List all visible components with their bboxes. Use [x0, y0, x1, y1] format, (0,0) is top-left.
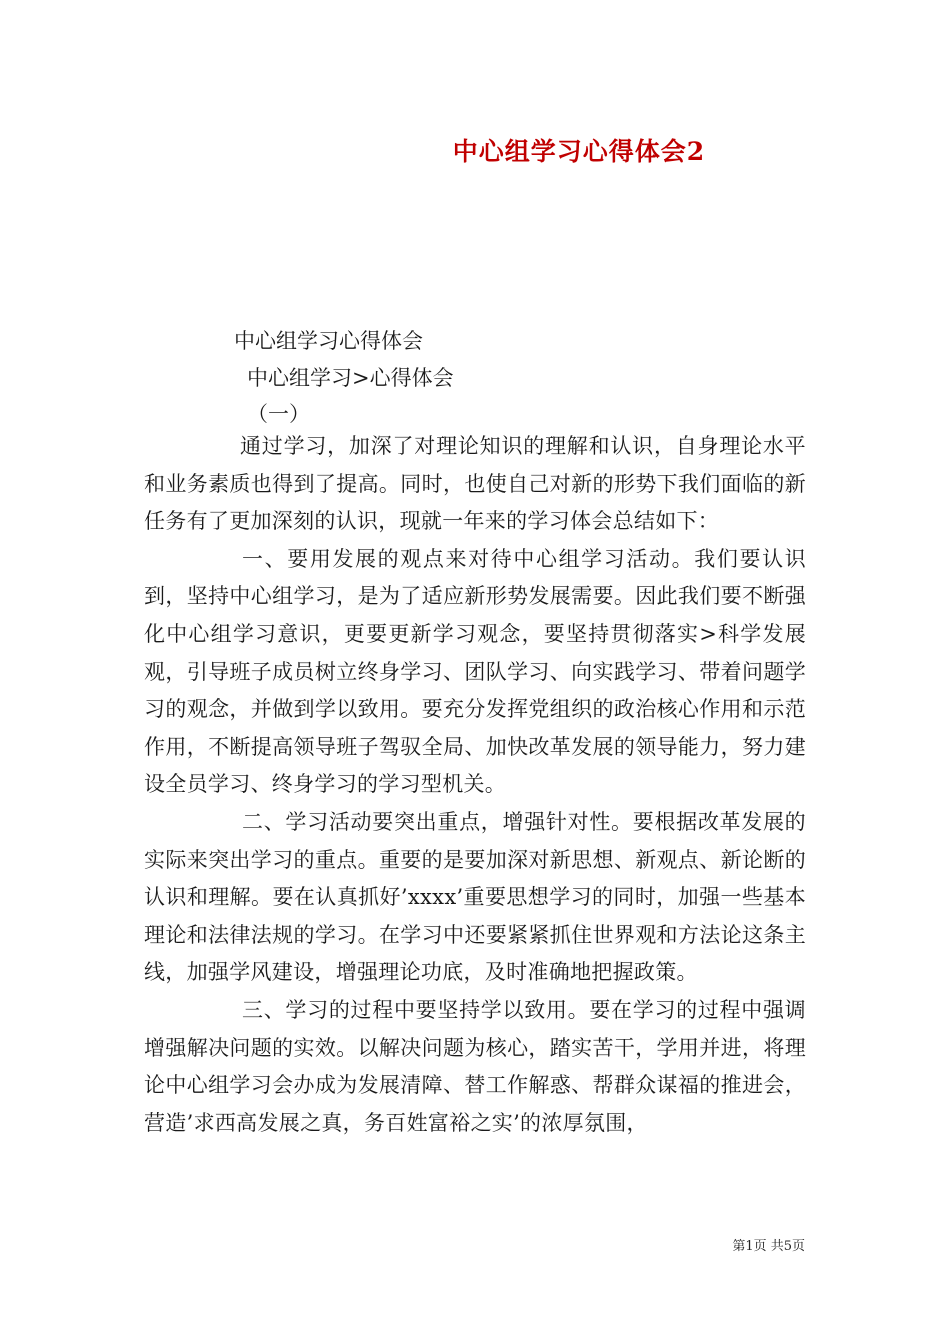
heading-line-2: 中心组学习>心得体会 — [247, 366, 454, 390]
heading-line-3: （一） — [247, 402, 310, 426]
paragraph-point-1: 一、要用发展的观点来对待中心组学习活动。我们要认识到，坚持中心组学习，是为了适应新形势发展需要。因此我们要不断强化中心组学习意识，更要更新学习观念，要坚持贯彻落实>科学发展观，引导班子成员树立终身学习、团队学习、向实践学习、带着问题学习的观念，并做到学以致用。要充分发挥党组织的政治核心作用和示范作用，不断提高领导班子驾驭全局、加快改革发展的领导能力，努力建设全员学习、终身学习的学习型机关。 — [144, 546, 806, 797]
document-title: 中心组学习心得体会2 — [452, 137, 706, 166]
body-text — [144, 428, 806, 1142]
paragraph-point-3: 三、学习的过程中要坚持学以致用。要在学习的过程中强调增强解决问题的实效。以解决问题为核心，踏实苦干，学用并进，将理论中心组学习会办成为发展清障、替工作解惑、帮群众谋福的推进会，营造’求西高发展之真，务百姓富裕之实’的浓厚氛围， — [144, 997, 806, 1135]
paragraph-intro: 通过学习，加深了对理论知识的理解和认识，自身理论水平和业务素质也得到了提高。同时，也使自己对新的形势下我们面临的新任务有了更加深刻的认识，现就一年来的学习体会总结如下： — [144, 434, 806, 534]
page-footer: 第1页 共5页 — [732, 1239, 805, 1254]
paragraph-point-2: 二、学习活动要突出重点，增强针对性。要根据改革发展的实际来突出学习的重点。重要的是要加深对新思想、新观点、新论断的认识和理解。要在认真抓好’xxxx’重要思想学习的同时，加强一些基本理论和法律法规的学习。在学习中还要紧紧抓住世界观和方法论这条主线，加强学风建设，增强理论功底，及时准确地把握政策。 — [144, 809, 806, 985]
heading-line-1: 中心组学习心得体会 — [234, 329, 423, 353]
